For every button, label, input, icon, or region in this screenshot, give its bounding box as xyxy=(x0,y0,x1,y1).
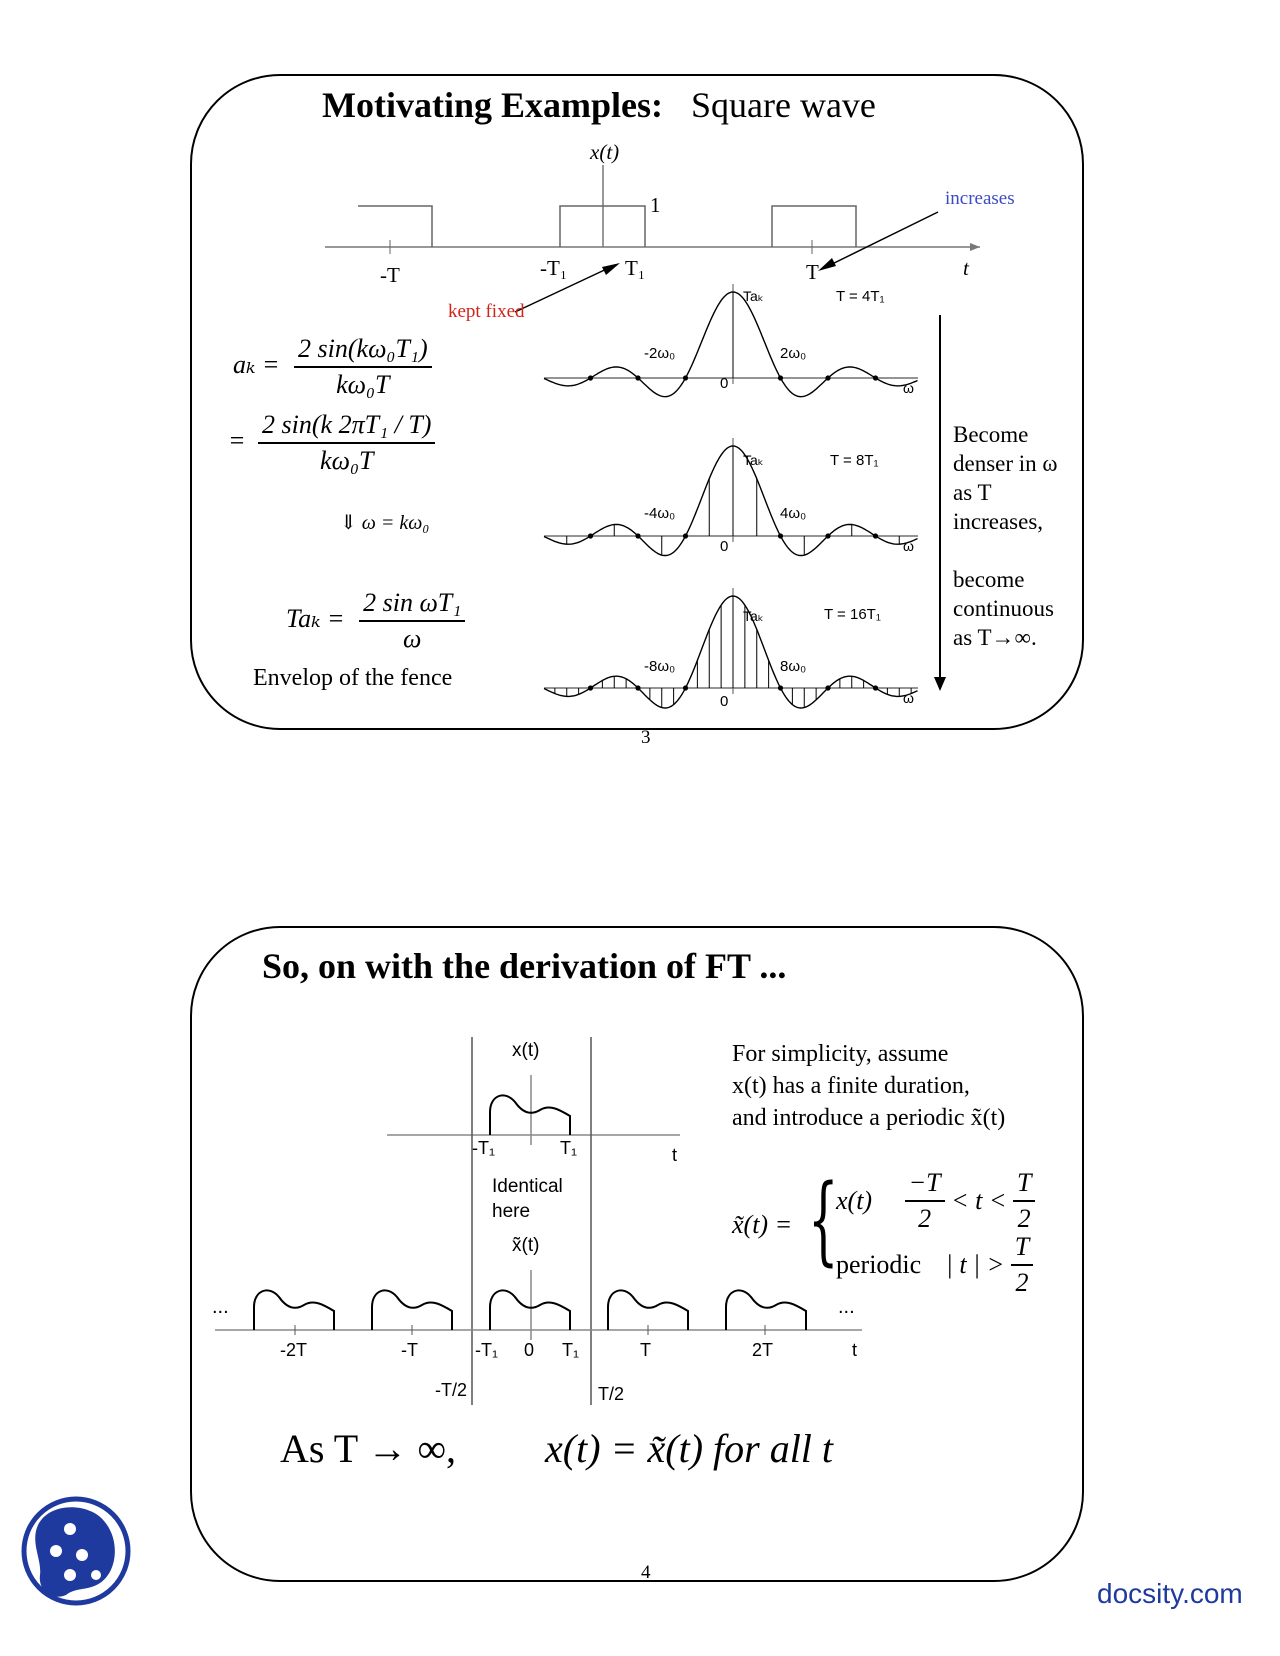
case2-fraction xyxy=(1011,1232,1033,1298)
title-bold: Motivating Examples: xyxy=(322,85,663,125)
explanation-line-1: For simplicity, assume xyxy=(732,1041,949,1067)
copy-neg-2 xyxy=(254,1290,334,1330)
piecewise-lhs: x̃(t) = xyxy=(732,1210,793,1239)
case2-cond: | t | > xyxy=(945,1250,1005,1279)
tak-denominator: ω xyxy=(403,624,422,653)
side-note-1: Become denser in ω as T increases, xyxy=(953,422,1058,534)
substitution: ⇓ ω = kω₀ xyxy=(340,512,430,534)
case1-right-num: T xyxy=(1013,1168,1035,1202)
copy-pos-1 xyxy=(608,1290,688,1330)
spectrum-1-tak-label: Taₖ xyxy=(743,288,764,304)
case2-expr: periodic xyxy=(836,1250,922,1279)
logo-dot-4 xyxy=(64,1569,76,1581)
top-pos-t1: T₁ xyxy=(560,1138,578,1158)
tick-label-neg-2t: -2T xyxy=(280,1340,307,1360)
spectrum-2-pos-label: 4ω₀ xyxy=(780,505,807,522)
increases-label: increases xyxy=(945,188,1015,209)
spectrum-2-axis-label: ω xyxy=(903,538,914,554)
label-pos-half: T/2 xyxy=(598,1384,625,1404)
top-graph-label: x(t) xyxy=(512,1040,540,1061)
ellipsis-left: ... xyxy=(212,1296,229,1318)
conclusion-left: As T → ∞, xyxy=(280,1426,456,1471)
copy-pos-2 xyxy=(726,1290,806,1330)
ellipsis-right: ... xyxy=(838,1296,855,1318)
top-neg-t1: -T₁ xyxy=(472,1138,496,1158)
case1-right-den: 2 xyxy=(1017,1204,1031,1233)
piecewise-brace: { xyxy=(808,1164,839,1276)
tick-label-t-b: t xyxy=(852,1340,858,1360)
spectrum-1-period: T = 4T₁ xyxy=(836,288,885,305)
spectrum-3-pos-label: 8ω₀ xyxy=(780,658,807,675)
side-note-2: become continuous as T→∞. xyxy=(953,567,1054,650)
case1-fraction-left xyxy=(905,1168,945,1234)
y-axis-label: x(t) xyxy=(590,140,620,164)
top-signal xyxy=(490,1095,570,1135)
spectrum-3-axis-label: ω xyxy=(903,690,914,706)
tick-label-pos-2t: 2T xyxy=(752,1340,774,1360)
envelope-caption: Envelop of the fence xyxy=(253,665,453,691)
tick-label-neg-t1: -T₁ xyxy=(540,256,568,280)
docsity-brand[interactable]: docsity.com xyxy=(1097,1578,1243,1609)
case1-mid: < t < xyxy=(951,1186,1007,1215)
spectrum-1-pos-label: 2ω₀ xyxy=(780,345,807,362)
spectrum-2-neg-label: -4ω₀ xyxy=(644,505,676,522)
top-t-label: t xyxy=(672,1145,678,1165)
logo-dot-3 xyxy=(76,1549,88,1561)
conclusion-right: x(t) = x̃(t) for all t xyxy=(545,1426,834,1471)
spectrum-1-axis-label: ω xyxy=(903,380,914,396)
logo-dot-5 xyxy=(91,1570,101,1580)
case1-left-den: 2 xyxy=(905,1200,945,1234)
spectrum-3-neg-label: -8ω₀ xyxy=(644,658,676,675)
page-number-3: 3 xyxy=(641,727,651,748)
ak-denominator-2: kω₀T xyxy=(320,446,374,475)
page-number-4: 4 xyxy=(641,1562,651,1583)
spectrum-1-zero: 0 xyxy=(720,375,729,392)
spectrum-3-zero: 0 xyxy=(720,693,729,710)
ak-lhs: aₖ = xyxy=(233,349,280,379)
amplitude-label: 1 xyxy=(650,193,661,217)
tick-label-neg-t: -T xyxy=(380,263,400,287)
ak-eq2: = xyxy=(228,425,246,455)
identical-label: Identical xyxy=(492,1176,563,1197)
case2-den: 2 xyxy=(1015,1268,1029,1297)
copy-0 xyxy=(490,1290,570,1330)
case2-num: T xyxy=(1011,1232,1033,1266)
tick-label-t1: T₁ xyxy=(625,256,646,280)
logo-dot-1 xyxy=(64,1523,76,1535)
docsity-logo-icon xyxy=(20,1495,132,1607)
title-plain: Square wave xyxy=(690,85,876,125)
case1-left-num: −T xyxy=(908,1168,941,1197)
spectrum-2-period: T = 8T₁ xyxy=(830,452,879,469)
spectrum-3-period: T = 16T₁ xyxy=(824,606,881,623)
case1-fraction-right xyxy=(1013,1168,1035,1234)
here-label: here xyxy=(492,1201,531,1222)
piecewise-case-2 xyxy=(836,1232,1033,1298)
xtilde-graph-label: x̃(t) xyxy=(512,1235,540,1256)
ak-numerator-2: 2 sin(k 2πT₁ / T) xyxy=(258,410,435,444)
explanation-line-3: and introduce a periodic x̃(t) xyxy=(732,1105,1006,1131)
tick-label-neg-t-b: -T xyxy=(401,1340,418,1360)
tick-label-pos-t1-b: T₁ xyxy=(562,1340,580,1360)
copy-neg-1 xyxy=(372,1290,452,1330)
tick-label-pos-t-b: T xyxy=(640,1340,651,1360)
ak-denominator-1: kω₀T xyxy=(336,370,390,399)
slide-title-2: So, on with the derivation of FT ... xyxy=(262,946,787,986)
tick-label-zero: 0 xyxy=(524,1340,535,1360)
tick-label-neg-t1-b: -T₁ xyxy=(475,1340,499,1360)
spectrum-2-zero: 0 xyxy=(720,538,729,555)
case1-expr: x(t) xyxy=(836,1186,873,1215)
explanation-line-2: x(t) has a finite duration, xyxy=(732,1073,970,1099)
ak-numerator-1: 2 sin(kω₀T₁) xyxy=(294,334,432,368)
label-neg-half: -T/2 xyxy=(435,1380,468,1400)
spectrum-1-neg-label: -2ω₀ xyxy=(644,345,676,362)
logo-dot-2 xyxy=(50,1545,62,1557)
spectrum-3-tak-label: Taₖ xyxy=(743,608,764,624)
tick-label-t: T xyxy=(806,260,819,284)
kept-fixed-label: kept fixed xyxy=(448,301,525,322)
tak-lhs: Taₖ = xyxy=(286,603,345,633)
tak-numerator: 2 sin ωT₁ xyxy=(359,588,465,622)
piecewise-case-1 xyxy=(836,1168,1035,1234)
t-axis-label: t xyxy=(963,256,969,280)
spectrum-2-tak-label: Taₖ xyxy=(743,452,764,468)
